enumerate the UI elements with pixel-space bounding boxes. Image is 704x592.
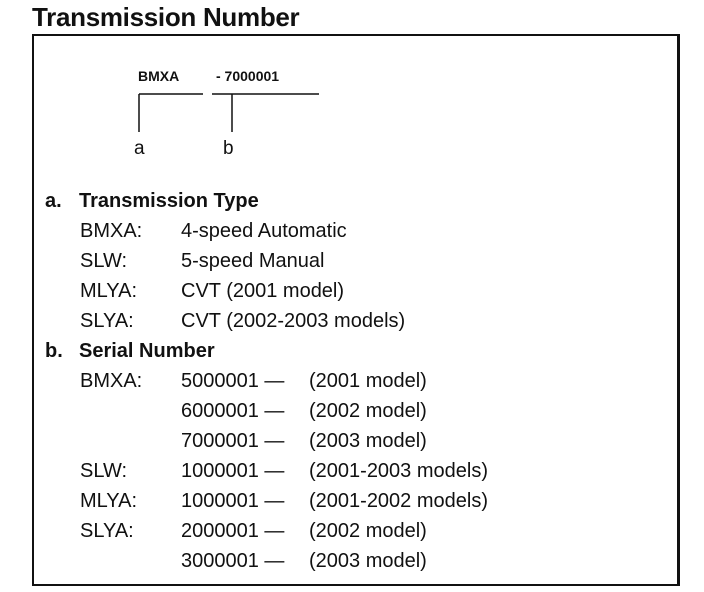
bracket-a bbox=[139, 94, 203, 132]
type-key: SLYA: bbox=[80, 310, 134, 332]
serial-model: (2002 model) bbox=[309, 520, 427, 542]
section-a-letter: a. bbox=[45, 190, 62, 212]
serial-model: (2003 model) bbox=[309, 550, 427, 572]
label-b: b bbox=[223, 138, 234, 159]
serial-model: (2001-2003 models) bbox=[309, 460, 488, 482]
serial-model: (2003 model) bbox=[309, 430, 427, 452]
type-value: CVT (2001 model) bbox=[181, 280, 345, 302]
serial-number: 1000001 — bbox=[181, 490, 285, 512]
type-value: 5-speed Manual bbox=[181, 250, 325, 272]
type-key: SLW: bbox=[80, 250, 128, 272]
section-b-title: Serial Number bbox=[79, 340, 215, 362]
type-value: CVT (2002-2003 models) bbox=[181, 310, 406, 332]
code-type-text: BMXA bbox=[138, 68, 180, 84]
serial-key: BMXA: bbox=[80, 370, 143, 392]
serial-model: (2001-2002 models) bbox=[309, 490, 488, 512]
serial-number: 3000001 — bbox=[181, 550, 285, 572]
serial-number: 2000001 — bbox=[181, 520, 285, 542]
page-title: Transmission Number bbox=[32, 2, 300, 32]
type-value: 4-speed Automatic bbox=[181, 220, 347, 242]
label-a: a bbox=[134, 138, 145, 159]
type-key: MLYA: bbox=[80, 280, 138, 302]
serial-key: MLYA: bbox=[80, 490, 138, 512]
serial-number: 5000001 — bbox=[181, 370, 285, 392]
section-b-letter: b. bbox=[45, 340, 63, 362]
serial-number: 1000001 — bbox=[181, 460, 285, 482]
serial-model: (2001 model) bbox=[309, 370, 427, 392]
serial-key: SLW: bbox=[80, 460, 128, 482]
bracket-b bbox=[212, 94, 319, 132]
serial-key: SLYA: bbox=[80, 520, 134, 542]
serial-number: 7000001 — bbox=[181, 430, 285, 452]
section-a-title: Transmission Type bbox=[79, 190, 259, 212]
type-key: BMXA: bbox=[80, 220, 143, 242]
serial-model: (2002 model) bbox=[309, 400, 427, 422]
serial-number: 6000001 — bbox=[181, 400, 285, 422]
code-serial-text: - 7000001 bbox=[216, 68, 280, 84]
